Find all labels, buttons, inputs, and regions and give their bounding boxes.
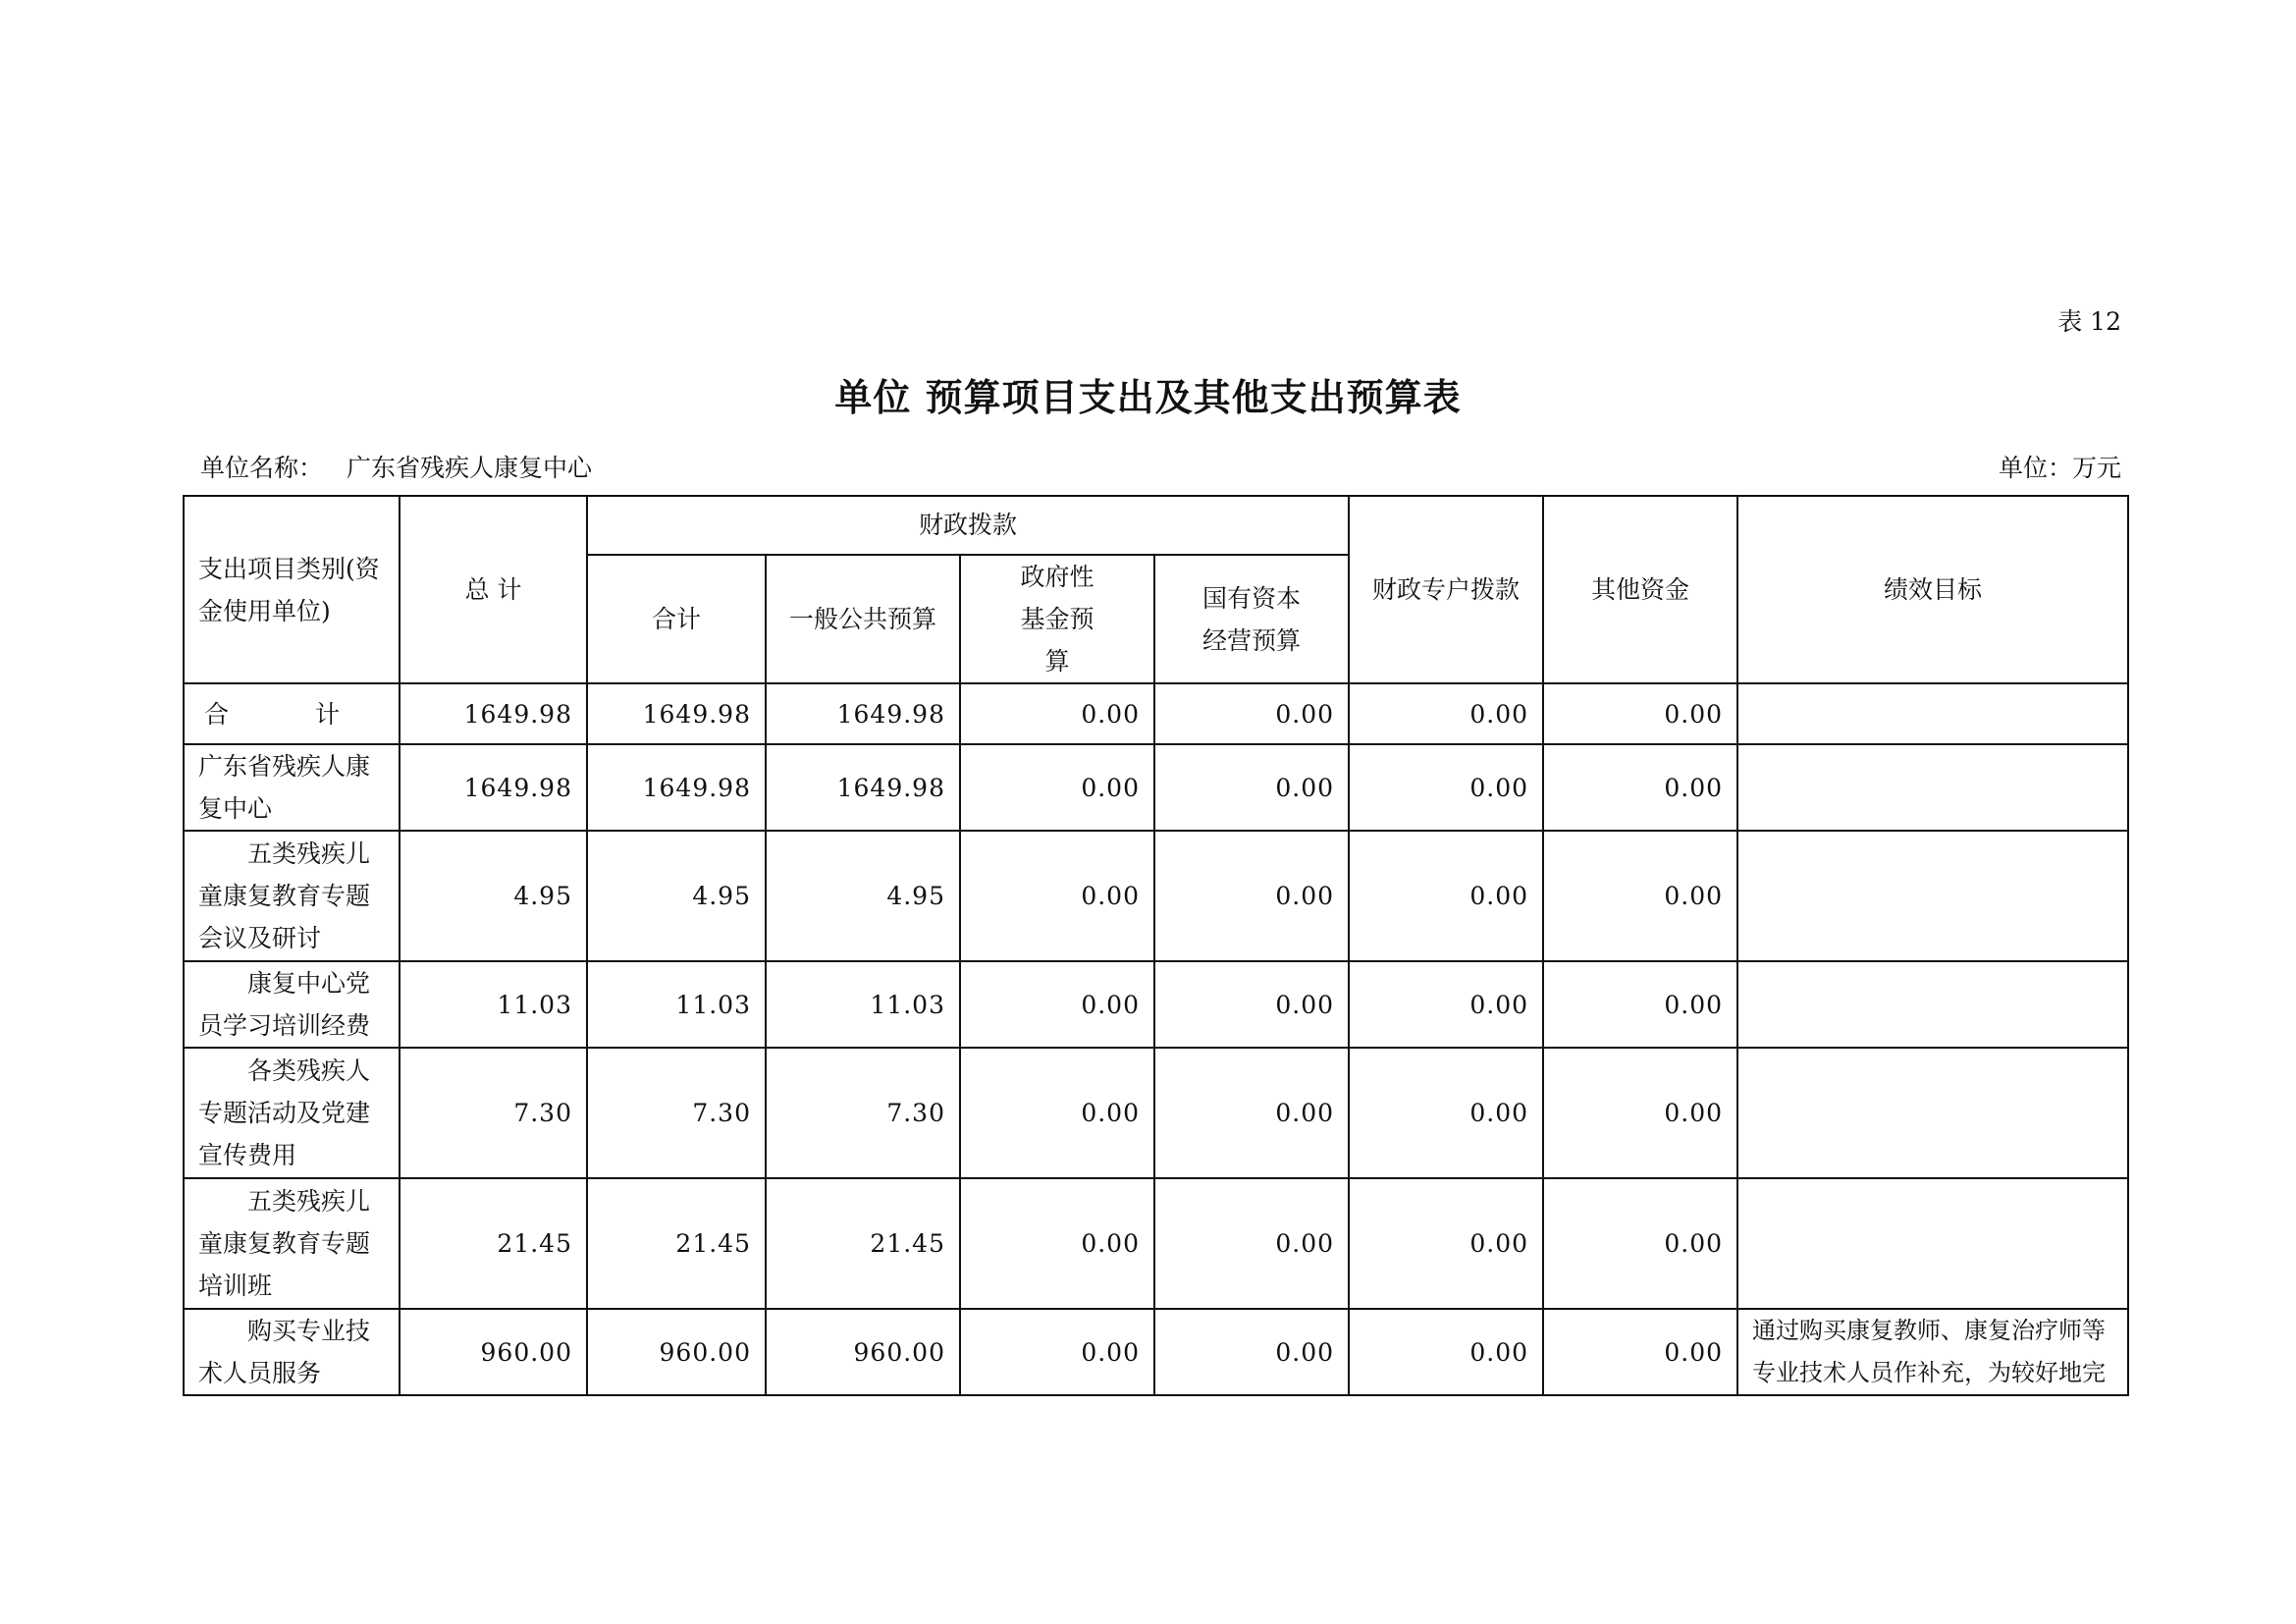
cell-state-capital: 0.00 <box>1154 1178 1349 1309</box>
cell-performance <box>1737 1048 2128 1178</box>
cell-special-account: 0.00 <box>1349 1178 1543 1309</box>
cell-general: 960.00 <box>766 1309 960 1395</box>
cell-gov-fund: 0.00 <box>960 831 1154 961</box>
budget-table <box>183 495 2129 1396</box>
cell-total: 21.45 <box>400 1178 587 1309</box>
cell-performance <box>1737 683 2128 744</box>
cell-gov-fund: 0.00 <box>960 744 1154 831</box>
cell-performance <box>1737 961 2128 1048</box>
cell-total: 4.95 <box>400 831 587 961</box>
cell-performance <box>1737 1178 2128 1309</box>
cell-other-funds: 0.00 <box>1543 831 1737 961</box>
cell-state-capital: 0.00 <box>1154 961 1349 1048</box>
header-gov-fund-budget: 政府性基金预算 <box>960 555 1154 683</box>
cell-special-account: 0.00 <box>1349 1048 1543 1178</box>
table-row <box>184 1048 2128 1178</box>
unit-name-value: 广东省残疾人康复中心 <box>347 454 593 482</box>
table-row <box>184 961 2128 1048</box>
cell-subtotal: 11.03 <box>587 961 766 1048</box>
cell-general: 1649.98 <box>766 744 960 831</box>
cell-total: 960.00 <box>400 1309 587 1395</box>
table-row <box>184 1309 2128 1395</box>
cell-performance <box>1737 831 2128 961</box>
cell-other-funds: 0.00 <box>1543 1309 1737 1395</box>
cell-total: 7.30 <box>400 1048 587 1178</box>
currency-unit: 单位：万元 <box>1998 454 2121 482</box>
row-name: 五类残疾儿童康复教育专题培训班 <box>184 1178 400 1309</box>
cell-gov-fund: 0.00 <box>960 961 1154 1048</box>
cell-general: 21.45 <box>766 1178 960 1309</box>
header-general-budget: 一般公共预算 <box>766 555 960 683</box>
cell-special-account: 0.00 <box>1349 1309 1543 1395</box>
cell-total: 1649.98 <box>400 683 587 744</box>
row-name: 康复中心党员学习培训经费 <box>184 961 400 1048</box>
cell-subtotal: 1649.98 <box>587 683 766 744</box>
cell-state-capital: 0.00 <box>1154 1309 1349 1395</box>
cell-general: 11.03 <box>766 961 960 1048</box>
table-row <box>184 1178 2128 1309</box>
cell-gov-fund: 0.00 <box>960 1309 1154 1395</box>
table-number: 表 12 <box>2057 307 2121 336</box>
header-special-account: 财政专户拨款 <box>1349 496 1543 683</box>
cell-total: 1649.98 <box>400 744 587 831</box>
table-row <box>184 683 2128 744</box>
header-category: 支出项目类别(资金使用单位) <box>184 496 400 683</box>
page-title: 单位 预算项目支出及其他支出预算表 <box>834 376 1462 419</box>
cell-other-funds: 0.00 <box>1543 683 1737 744</box>
cell-subtotal: 7.30 <box>587 1048 766 1178</box>
header-subtotal: 合计 <box>587 555 766 683</box>
cell-other-funds: 0.00 <box>1543 1178 1737 1309</box>
cell-state-capital: 0.00 <box>1154 1048 1349 1178</box>
header-other-funds: 其他资金 <box>1543 496 1737 683</box>
cell-other-funds: 0.00 <box>1543 961 1737 1048</box>
cell-gov-fund: 0.00 <box>960 683 1154 744</box>
cell-subtotal: 960.00 <box>587 1309 766 1395</box>
row-name: 五类残疾儿童康复教育专题会议及研讨 <box>184 831 400 961</box>
unit-name <box>200 449 592 484</box>
header-state-capital-budget: 国有资本经营预算 <box>1154 555 1349 683</box>
unit-name-label: 单位名称： <box>200 454 324 482</box>
cell-state-capital: 0.00 <box>1154 831 1349 961</box>
cell-performance: 通过购买康复教师、康复治疗师等专业技术人员作补充，为较好地完 <box>1737 1309 2128 1395</box>
cell-special-account: 0.00 <box>1349 683 1543 744</box>
cell-gov-fund: 0.00 <box>960 1048 1154 1178</box>
cell-subtotal: 4.95 <box>587 831 766 961</box>
header-performance-target: 绩效目标 <box>1737 496 2128 683</box>
table-row <box>184 744 2128 831</box>
cell-state-capital: 0.00 <box>1154 683 1349 744</box>
row-name: 合 计 <box>184 683 400 744</box>
header-fiscal-allocation: 财政拨款 <box>587 496 1349 555</box>
cell-state-capital: 0.00 <box>1154 744 1349 831</box>
cell-subtotal: 1649.98 <box>587 744 766 831</box>
cell-performance <box>1737 744 2128 831</box>
header-total: 总 计 <box>400 496 587 683</box>
cell-general: 7.30 <box>766 1048 960 1178</box>
cell-general: 1649.98 <box>766 683 960 744</box>
cell-special-account: 0.00 <box>1349 961 1543 1048</box>
cell-special-account: 0.00 <box>1349 831 1543 961</box>
cell-other-funds: 0.00 <box>1543 1048 1737 1178</box>
cell-other-funds: 0.00 <box>1543 744 1737 831</box>
cell-general: 4.95 <box>766 831 960 961</box>
table-row <box>184 831 2128 961</box>
cell-subtotal: 21.45 <box>587 1178 766 1309</box>
cell-special-account: 0.00 <box>1349 744 1543 831</box>
row-name: 各类残疾人专题活动及党建宣传费用 <box>184 1048 400 1178</box>
cell-total: 11.03 <box>400 961 587 1048</box>
row-name: 广东省残疾人康复中心 <box>184 744 400 831</box>
cell-gov-fund: 0.00 <box>960 1178 1154 1309</box>
row-name: 购买专业技术人员服务 <box>184 1309 400 1395</box>
